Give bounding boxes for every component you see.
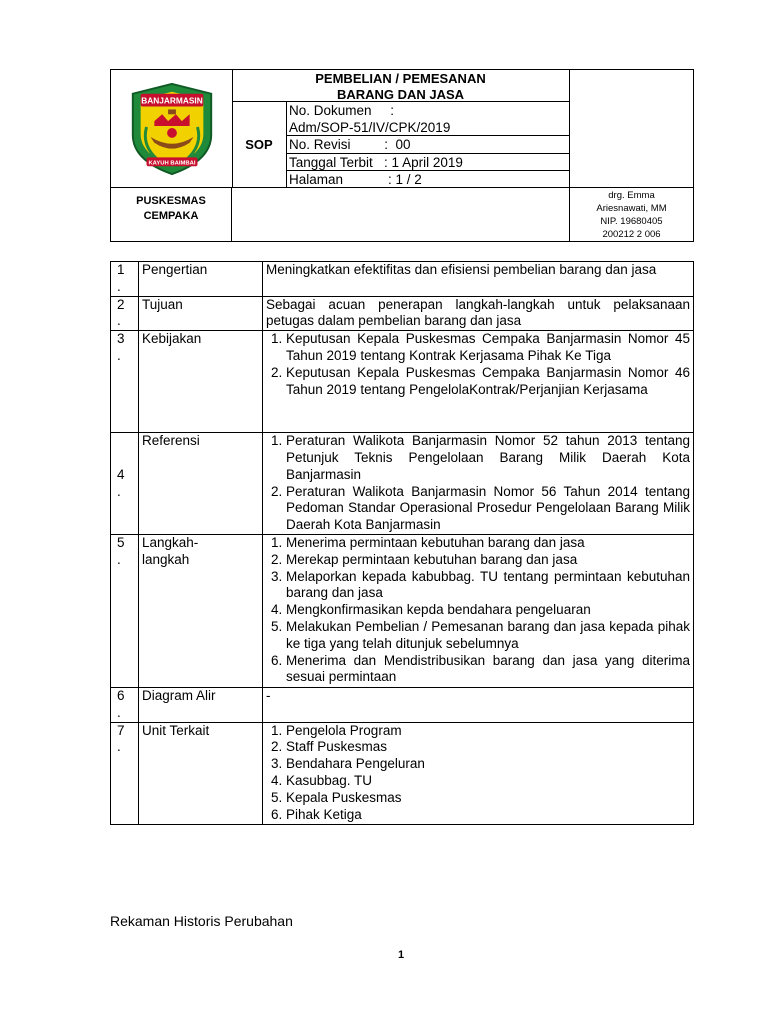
row-content <box>263 722 694 824</box>
list-item: 3. Melaporkan kepada kabubbag. TU tentang permintaan kebutuhan barang dan jasa <box>286 569 690 603</box>
signatory-line-1: drg. Emma <box>608 190 655 201</box>
logo-top-label: BANJARMASIN <box>140 95 203 106</box>
page-number: 1 <box>398 949 405 961</box>
row-number: 3 . <box>111 331 139 433</box>
logo-bottom-label: KAYUH BAIMBAI <box>147 159 196 166</box>
row-number: 1 . <box>111 262 139 297</box>
row-content: Sebagai acuan penerapan langkah-langkah untuk pelaksanaan petugas dalam pembelian barang dan jasa <box>263 296 694 331</box>
revision-number: No. Revisi : 00 <box>286 136 570 154</box>
list-item: 6. Menerima dan Mendistribusikan barang dan jasa yang diterima sesuai permintaan <box>286 653 690 687</box>
signature-space <box>232 188 570 241</box>
reference-list <box>266 433 690 534</box>
title-box <box>232 70 570 102</box>
signatory-line-4: 200212 2 006 <box>602 229 661 240</box>
list-item: 6. Pihak Ketiga <box>286 807 690 824</box>
list-item: 5. Melakukan Pembelian / Pemesanan barang dan jasa kepada pihak ke tiga yang telah ditunjuk sebelumnya <box>286 619 690 653</box>
sop-content-table <box>110 261 694 825</box>
page-count: Halaman : 1 / 2 <box>286 171 570 187</box>
table-row <box>111 331 694 433</box>
row-number: 5 . <box>111 534 139 687</box>
row-number: 4 . <box>111 433 139 535</box>
list-item: 1. Peraturan Walikota Banjarmasin Nomor 52 tahun 2013 tentang Petunjuk Teknis Pengelolaan Barang Milik Daerah Kota Banjarmasin <box>286 433 690 483</box>
revision-history-heading: Rekaman Historis Perubahan <box>110 913 293 929</box>
list-item: 2. Staff Puskesmas <box>286 739 690 756</box>
policy-list <box>266 331 690 398</box>
table-row <box>111 433 694 535</box>
signatory-line-3: NIP. 19680405 <box>600 216 663 227</box>
row-label: Referensi <box>139 433 263 535</box>
list-item: 2. Merekap permintaan kebutuhan barang dan jasa <box>286 552 690 569</box>
related-units-list <box>266 723 690 824</box>
row-label: Tujuan <box>139 296 263 331</box>
list-item: 5. Kepala Puskesmas <box>286 790 690 807</box>
row-number: 2 . <box>111 296 139 331</box>
list-item: 4. Mengkonfirmasikan kepda bendahara pengeluaran <box>286 602 690 619</box>
steps-list <box>266 535 690 686</box>
list-item: 1. Menerima permintaan kebutuhan barang dan jasa <box>286 535 690 552</box>
signatory <box>570 189 693 241</box>
row-content <box>263 433 694 535</box>
logo-box <box>111 70 233 187</box>
list-item: 2. Peraturan Walikota Banjarmasin Nomor 56 Tahun 2014 tentang Pedoman Standar Operasional Prosedur Pengelolaan Barang Milik Daerah Kota Banjarmasin <box>286 484 690 534</box>
puskesmas-line-1: PUSKESMAS <box>136 195 206 207</box>
row-label: Unit Terkait <box>139 722 263 824</box>
table-row <box>111 722 694 824</box>
list-item: 1. Pengelola Program <box>286 723 690 740</box>
row-label: Kebijakan <box>139 331 263 433</box>
list-item: 3. Bendahara Pengeluran <box>286 756 690 773</box>
table-row <box>111 262 694 297</box>
row-content: Meningkatkan efektifitas dan efisiensi pembelian barang dan jasa <box>263 262 694 297</box>
title-text-2: BARANG DAN JASA <box>336 87 465 102</box>
header-frame <box>110 69 694 242</box>
list-item: 4. Kasubbag. TU <box>286 773 690 790</box>
banjarmasin-logo-icon <box>123 80 221 178</box>
issue-date: Tanggal Terbit : 1 April 2019 <box>286 154 570 171</box>
list-item: 2. Keputusan Kepala Puskesmas Cempaka Banjarmasin Nomor 46 Tahun 2019 tentang PengelolaKontrak/Perjanjian Kerjasama <box>286 365 690 399</box>
doc-number-value: Adm/SOP-51/IV/CPK/2019 <box>289 120 451 135</box>
row-number: 7 . <box>111 722 139 824</box>
signatory-line-2: Ariesnawati, MM <box>596 203 667 214</box>
row-content: - <box>263 687 694 722</box>
doc-number-label: No. Dokumen : <box>289 103 395 118</box>
table-row <box>111 687 694 722</box>
table-row <box>111 534 694 687</box>
row-label: Diagram Alir <box>139 687 263 722</box>
row-label: Pengertian <box>139 262 263 297</box>
puskesmas-name <box>111 188 232 241</box>
sop-label: SOP <box>232 102 287 187</box>
row-label: Langkah- langkah <box>139 534 263 687</box>
row-content <box>263 534 694 687</box>
row-content <box>263 331 694 433</box>
table-row <box>111 296 694 331</box>
row-number: 6 . <box>111 687 139 722</box>
list-item: 1. Keputusan Kepala Puskesmas Cempaka Banjarmasin Nomor 45 Tahun 2019 tentang Kontrak Kerjasama Pihak Ke Tiga <box>286 331 690 365</box>
doc-number <box>286 102 570 136</box>
title-text-1: PEMBELIAN / PEMESANAN <box>315 71 486 86</box>
puskesmas-line-2: CEMPAKA <box>143 210 199 222</box>
